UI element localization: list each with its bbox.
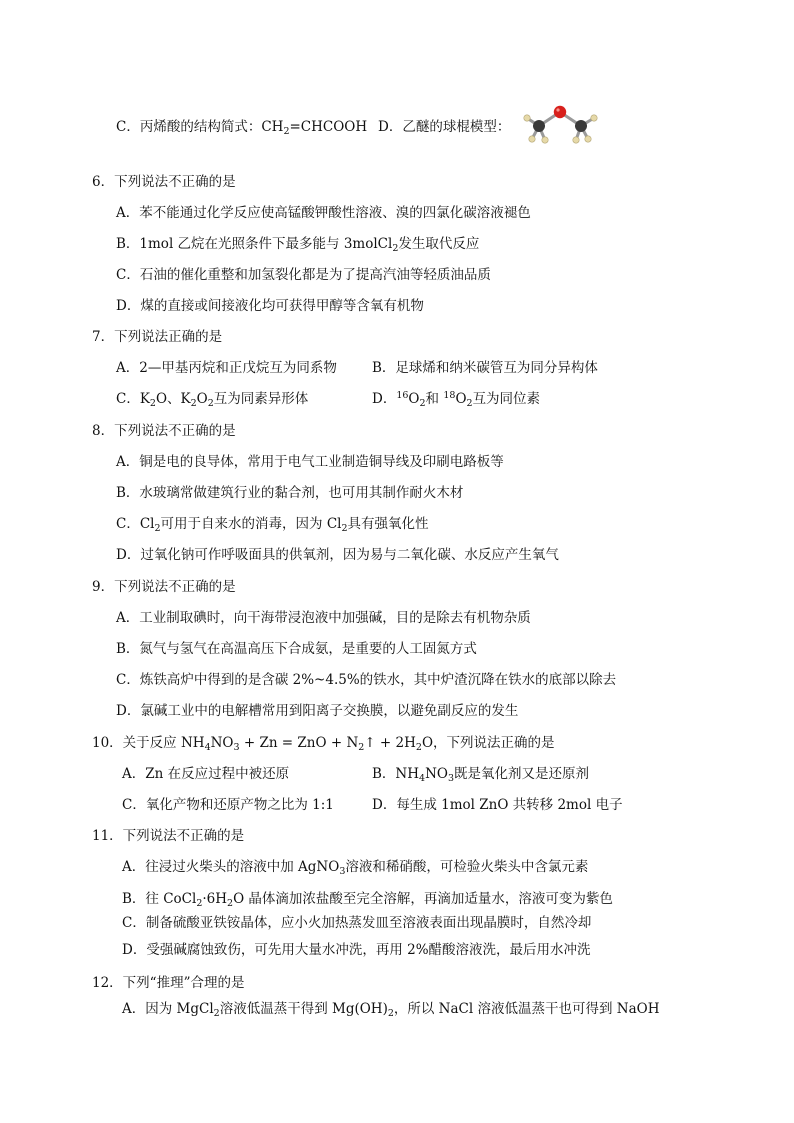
q8-stem: 8．下列说法不正确的是: [92, 423, 236, 439]
q6-stem: 6．下列说法不正确的是: [92, 174, 236, 190]
q11-option-c: C．制备硫酸亚铁铵晶体，应小火加热蒸发皿至溶液表面出现晶膜时，自然冷却: [122, 915, 592, 931]
q7-option-d: D．$^{16}O_2$和 $^{18}O_2$互为同位素: [372, 390, 541, 409]
hydrogen-atom: [542, 137, 548, 143]
q12-option-a: A．因为 MgCl$_2$溶液低温蒸干得到 $Mg(OH)_2$，所以 NaCl 溶液低温蒸干也可得到 NaOH: [122, 1001, 660, 1019]
q10-option-d: D．每生成 1mol ZnO 共转移 2mol 电子: [372, 797, 623, 813]
q11-stem: 11．下列说法不正确的是: [92, 828, 245, 844]
hydrogen-atom: [591, 115, 597, 121]
q10-option-a: A．Zn 在反应过程中被还原: [122, 766, 290, 782]
q11-option-b: B．往 $CoCl_2\cdot 6H_2O$ 晶体滴加浓盐酸至完全溶解，再滴加适量水，溶液可变为紫色: [122, 891, 613, 909]
q6-option-a: A．苯不能通过化学反应使高锰酸钾酸性溶液、溴的四氯化碳溶液褪色: [116, 205, 531, 221]
q7-option-a: A．2—甲基丙烷和正戊烷互为同系物: [116, 360, 337, 376]
q8-option-c: C．$Cl_2$可用于自来水的消毒，因为 $Cl_2$具有强氧化性: [116, 516, 429, 534]
q7-option-c: C．$K_2O$、$K_2O_2$互为同素异形体: [116, 391, 309, 409]
carbon-atom: [575, 120, 587, 132]
q9-option-d: D．氯碱工业中的电解槽常用到阳离子交换膜，以避免副反应的发生: [116, 703, 519, 719]
q10-option-c: C．氧化产物和还原产物之比为 1:1: [122, 797, 334, 813]
hydrogen-atom: [573, 137, 579, 143]
q6-option-d: D．煤的直接或间接液化均可获得甲醇等含氧有机物: [116, 298, 424, 314]
q7-stem: 7．下列说法正确的是: [92, 329, 223, 345]
hydrogen-atom: [524, 115, 530, 121]
q9-stem: 9．下列说法不正确的是: [92, 579, 236, 595]
q11-option-d: D．受强碱腐蚀致伤，可先用大量水冲洗，再用 2%醋酸溶液洗，最后用水冲洗: [122, 942, 591, 958]
oxygen-atom: [554, 106, 566, 118]
hydrogen-atom: [585, 136, 591, 142]
q10-stem: 10．关于反应 $NH_4NO_3 + Zn$ = ZnO + $N_2↑ + 2H_2O$，下列说法正确的是: [92, 735, 555, 753]
q9-option-c: C．炼铁高炉中得到的是含碳 2%~4.5%的铁水，其中炉渣沉降在铁水的底部以除去: [116, 672, 617, 688]
q9-option-a: A．工业制取碘时，向干海带浸泡液中加强碱，目的是除去有机物杂质: [116, 610, 531, 626]
q8-option-d: D．过氧化钠可作呼吸面具的供氧剂，因为易与二氧化碳、水反应产生氧气: [116, 547, 559, 563]
hydrogen-atom: [529, 136, 535, 142]
q5-option-c: C．丙烯酸的结构简式：$CH_2=CHCOOH$: [116, 119, 368, 137]
q10-option-b: B．$NH_4NO_3$既是氧化剂又是还原剂: [372, 766, 589, 784]
q9-option-b: B．氮气与氢气在高温高压下合成氨，是重要的人工固氮方式: [116, 641, 477, 657]
q5-option-d: D．乙醚的球棍模型：: [378, 119, 511, 135]
q8-option-a: A．铜是电的良导体，常用于电气工业制造铜导线及印刷电路板等: [116, 454, 504, 470]
q6-option-b: B．1mol 乙烷在光照条件下最多能与 3molCl$_2$发生取代反应: [116, 236, 480, 254]
q8-option-b: B．水玻璃常做建筑行业的黏合剂，也可用其制作耐火木材: [116, 485, 464, 501]
q11-option-a: A．往浸过火柴头的溶液中加 AgNO$_3$溶液和稀硝酸，可检验火柴头中含氯元素: [122, 859, 589, 877]
q6-option-c: C．石油的催化重整和加氢裂化都是为了提高汽油等轻质油品质: [116, 267, 491, 283]
q7-option-b: B．足球烯和纳米碳管互为同分异构体: [372, 360, 598, 376]
ether-ball-stick-model: [520, 104, 606, 148]
q12-stem: 12．下列“推理”合理的是: [92, 975, 245, 991]
carbon-atom: [533, 120, 545, 132]
